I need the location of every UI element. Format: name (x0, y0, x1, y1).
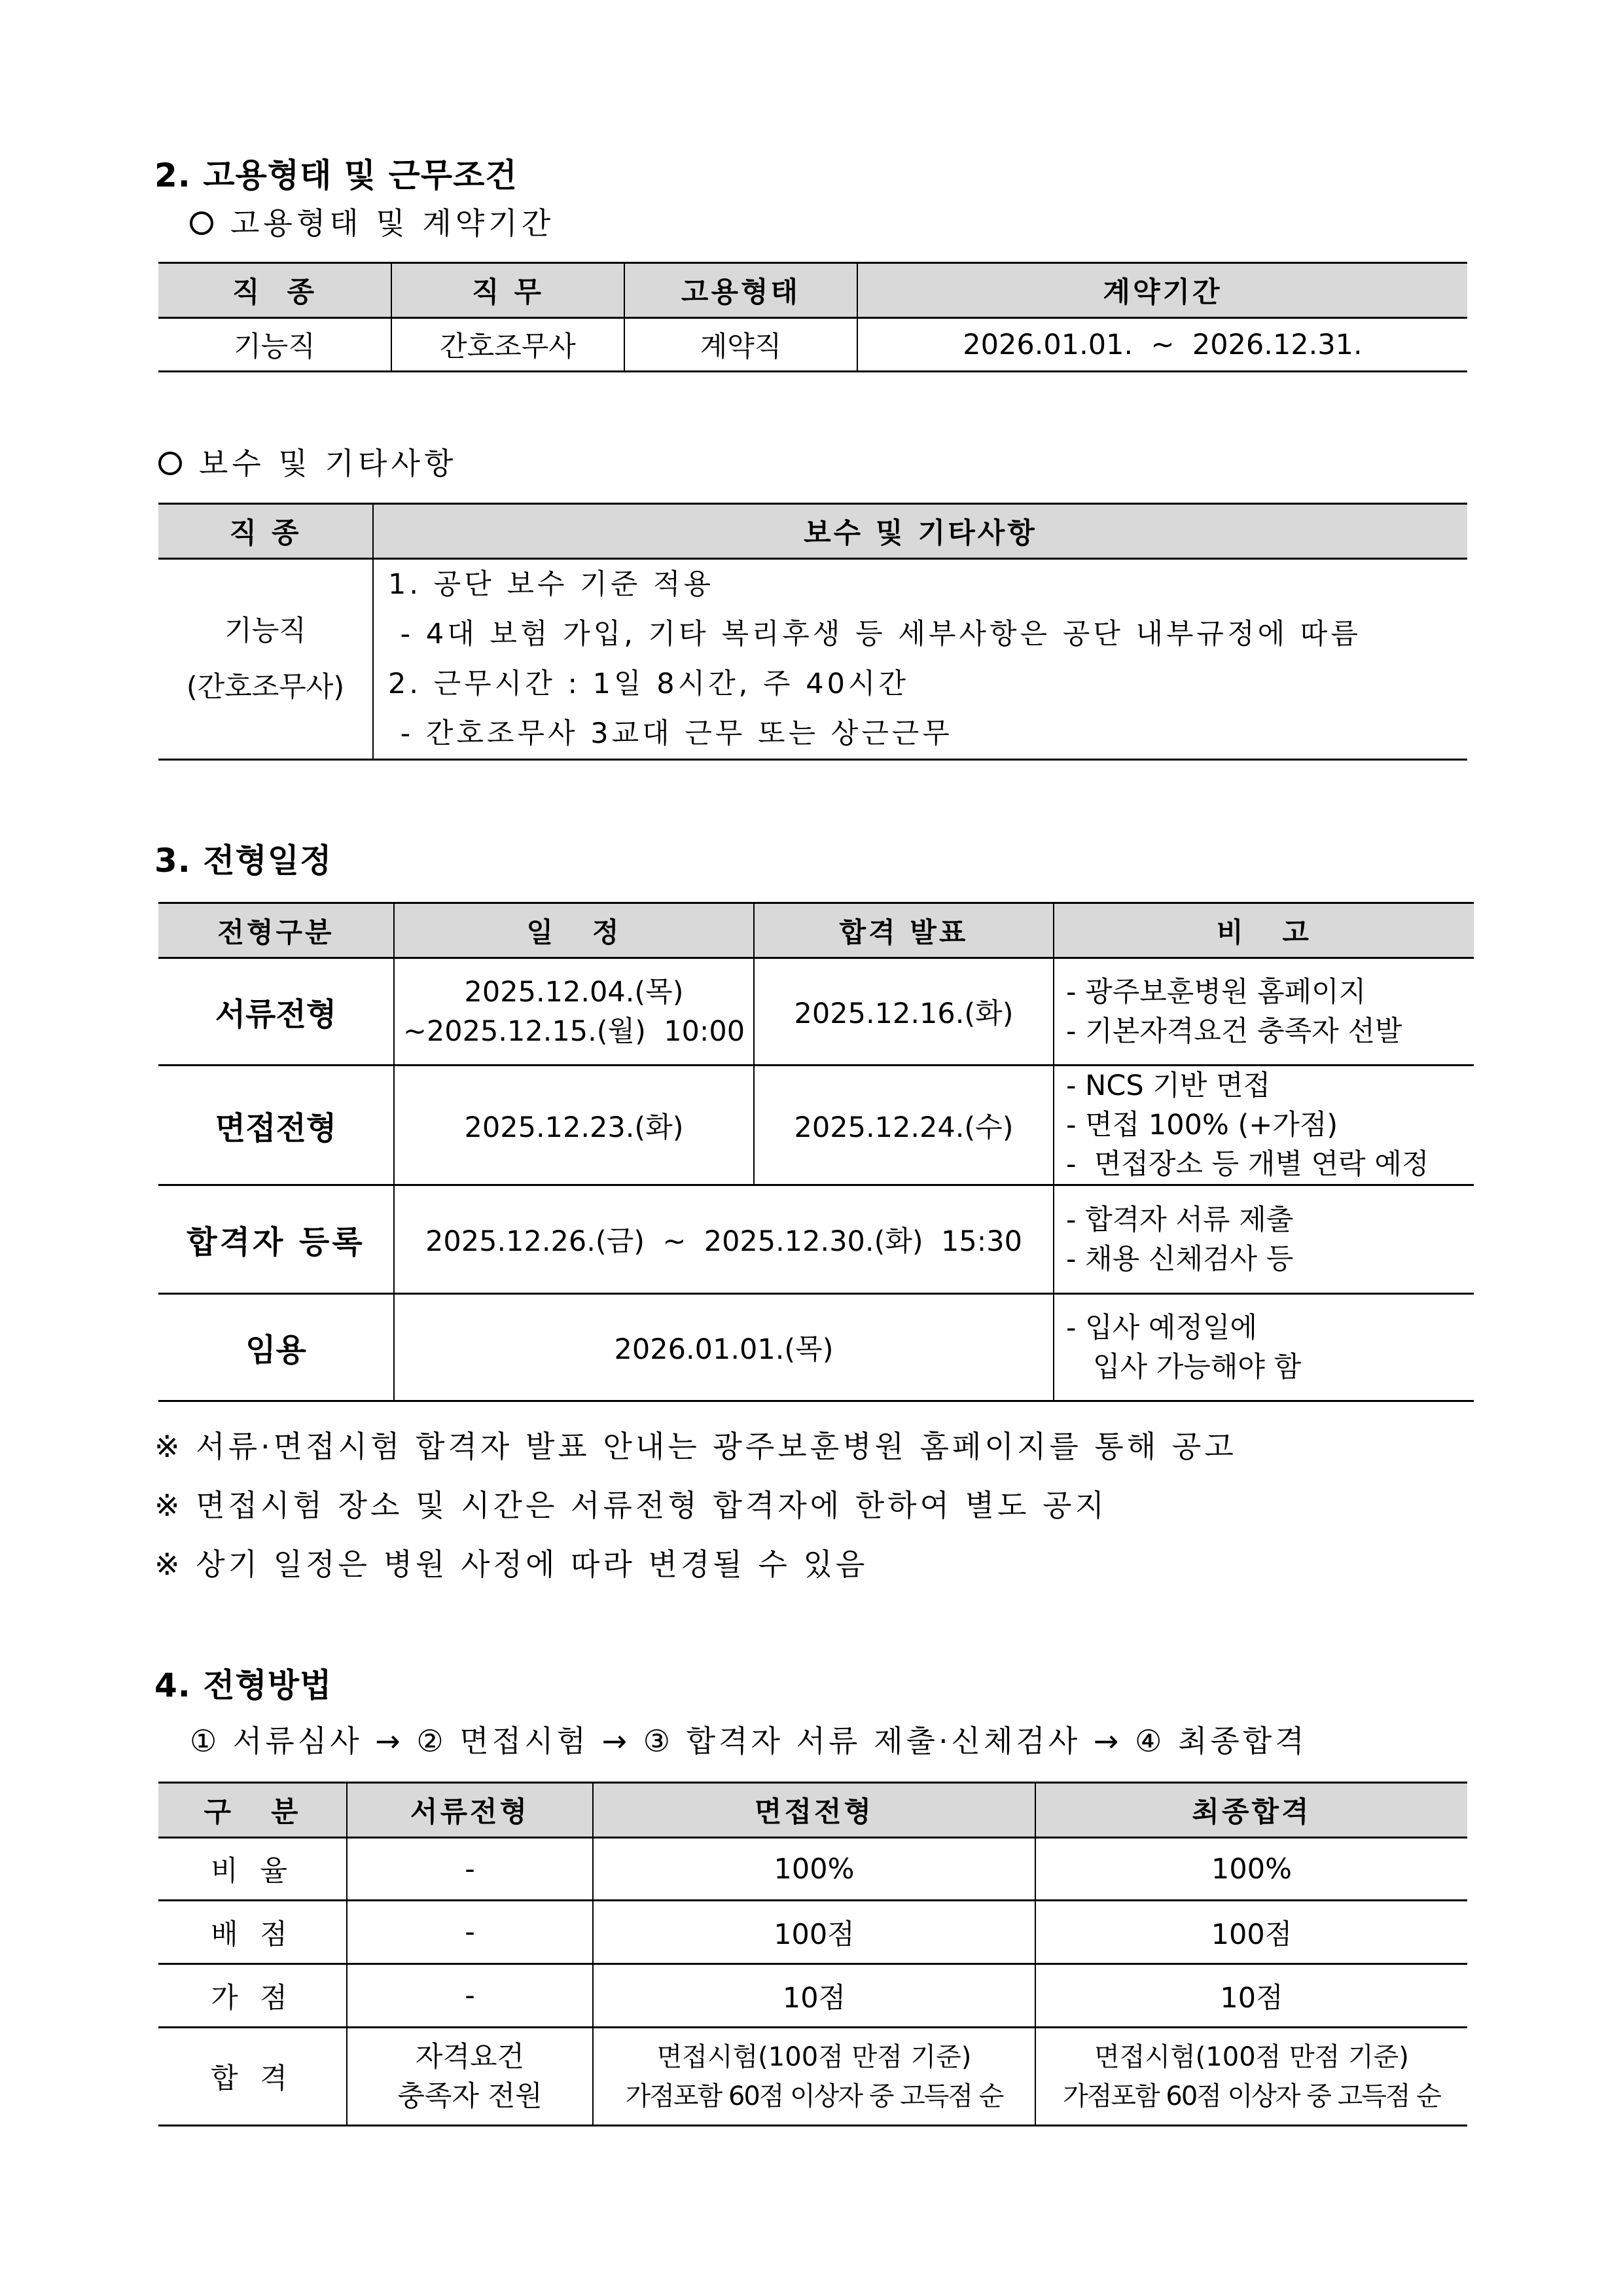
employment-subtitle-text: 고용형태 및 계약기간 (230, 206, 555, 241)
remark-line: - 광주보훈병원 홈페이지 (1066, 975, 1366, 1009)
schedule-registration: 2025.12.26.(금) ~ 2025.12.30.(화) 15:30 (394, 1185, 1054, 1294)
cell-document: - (347, 1901, 593, 1964)
section-4-title: 4. 전형방법 (154, 1666, 332, 1704)
cell-document: - (347, 1964, 593, 2028)
stage-registration: 합격자 등록 (158, 1185, 394, 1294)
employment-subtitle (190, 200, 554, 243)
footnote: ※ 면접시험 장소 및 시간은 서류전형 합격자에 한하여 별도 공지 (154, 1488, 1108, 1523)
cell-contract-period: 2026.01.01. ~ 2026.12.31. (857, 318, 1467, 372)
cell-final: 10점 (1035, 1964, 1467, 2028)
cell-line: 충족자 전원 (397, 2079, 543, 2113)
cell-interview (593, 2028, 1035, 2126)
section-2-title: 2. 고용형태 및 근무조건 (154, 156, 518, 194)
table-row (158, 1838, 1467, 1901)
cell-interview: 100% (593, 1838, 1035, 1901)
method-table (158, 1782, 1467, 2126)
table-row (158, 1964, 1467, 2028)
header-job-type: 직 종 (158, 504, 373, 559)
remarks-registration (1054, 1185, 1474, 1294)
selection-flow: ① 서류심사 → ② 면접시험 → ③ 합격자 서류 제출·신체검사 → ④ 최종합격 (190, 1723, 1308, 1759)
header-pay-details: 보수 및 기타사항 (373, 504, 1467, 559)
cell-line: 가점포함 60점 이상자 중 고득점 순 (1063, 2081, 1440, 2111)
cell-final: 100점 (1035, 1901, 1467, 1964)
row-label: 가 점 (158, 1964, 347, 2028)
job-line-2: (간호조무사) (186, 671, 345, 704)
pay-line: 1. 공단 보수 기준 적용 (388, 568, 715, 601)
pay-line: 2. 근무시간 : 1일 8시간, 주 40시간 (388, 668, 910, 700)
table-row (158, 958, 1474, 1066)
table-row (158, 1066, 1474, 1185)
circle-bullet-icon (190, 211, 213, 235)
pay-subtitle-text: 보수 및 기타사항 (199, 446, 457, 481)
remark-line: 입사 가능해야 함 (1066, 1350, 1302, 1384)
remark-line: - 입사 예정일에 (1066, 1311, 1258, 1344)
remark-line: - 합격자 서류 제출 (1066, 1203, 1294, 1236)
header-contract-period: 계약기간 (857, 263, 1467, 318)
header-remarks: 비 고 (1054, 903, 1474, 958)
cell-employment-type: 계약직 (624, 318, 857, 372)
header-job-type: 직 종 (158, 263, 391, 318)
table-row (158, 1901, 1467, 1964)
remark-line: - 면접 100% (+가점) (1066, 1109, 1338, 1141)
cell-line: 가점포함 60점 이상자 중 고득점 순 (625, 2081, 1003, 2111)
schedule-appointment: 2026.01.01.(목) (394, 1294, 1054, 1401)
schedule-interview: 2025.12.23.(화) (394, 1066, 754, 1185)
header-schedule: 일 정 (394, 903, 754, 958)
cell-line: 면접시험(100점 만점 기준) (1094, 2041, 1409, 2072)
row-label: 비 율 (211, 1855, 294, 1888)
header-employment-type: 고용형태 (624, 263, 857, 318)
schedule-line: 2025.12.04.(목) (464, 975, 684, 1009)
remark-line: - 기본자격요건 충족자 선발 (1066, 1014, 1402, 1048)
table-row (158, 1294, 1474, 1401)
cell-final (1035, 2028, 1467, 2126)
row-label: 합 격 (158, 2028, 347, 2126)
schedule-line: ~2025.12.15.(월) 10:00 (402, 1014, 745, 1048)
header-announcement: 합격 발표 (754, 903, 1054, 958)
table-row (158, 2028, 1467, 2126)
pay-line: - 간호조무사 3교대 근무 또는 상근근무 (388, 717, 953, 750)
stage-appointment: 임용 (158, 1294, 394, 1401)
footnote: ※ 상기 일정은 병원 사정에 따라 변경될 수 있음 (154, 1547, 868, 1582)
cell-line: 면접시험(100점 만점 기준) (656, 2041, 972, 2072)
header-category: 구 분 (158, 1783, 347, 1838)
remark-line: - NCS 기반 면접 (1066, 1069, 1271, 1102)
remarks-appointment (1054, 1294, 1474, 1401)
cell-job-type: 기능직 (234, 331, 315, 363)
employment-table (158, 262, 1467, 372)
remark-line: - 면접장소 등 개별 연락 예정 (1066, 1148, 1429, 1181)
remark-line: - 채용 신체검사 등 (1066, 1242, 1294, 1276)
cell-pay-details (373, 559, 1467, 760)
pay-line: - 4대 보험 가입, 기타 복리후생 등 세부사항은 공단 내부규정에 따름 (388, 618, 1361, 651)
header-interview: 면접전형 (593, 1783, 1035, 1838)
cell-final: 100% (1035, 1838, 1467, 1901)
table-row (158, 1185, 1474, 1294)
stage-document: 서류전형 (215, 996, 337, 1033)
stage-interview: 면접전형 (158, 1066, 394, 1185)
schedule-document (394, 958, 754, 1066)
header-final: 최종합격 (1035, 1783, 1467, 1838)
job-line-1: 기능직 (224, 615, 306, 647)
cell-duty: 간호조무사 (391, 318, 624, 372)
announce-document: 2025.12.16.(화) (754, 958, 1054, 1066)
row-label: 배 점 (158, 1901, 347, 1964)
schedule-table (158, 902, 1474, 1402)
announce-interview: 2025.12.24.(수) (754, 1066, 1054, 1185)
pay-subtitle (158, 440, 457, 483)
section-3-title: 3. 전형일정 (154, 842, 332, 880)
cell-document: - (347, 1838, 593, 1901)
header-document: 서류전형 (347, 1783, 593, 1838)
remarks-document (1054, 958, 1474, 1066)
cell-interview: 100점 (593, 1901, 1035, 1964)
remarks-interview (1054, 1066, 1474, 1185)
cell-line: 자격요건 (415, 2040, 525, 2073)
footnote: ※ 서류·면접시험 합격자 발표 안내는 광주보훈병원 홈페이지를 통해 공고 (154, 1429, 1237, 1464)
header-duty: 직 무 (391, 263, 624, 318)
cell-job (158, 559, 373, 760)
pay-table (158, 503, 1467, 761)
cell-interview: 10점 (593, 1964, 1035, 2028)
cell-document (347, 2028, 593, 2126)
header-stage: 전형구분 (158, 903, 394, 958)
circle-bullet-icon (158, 452, 182, 475)
